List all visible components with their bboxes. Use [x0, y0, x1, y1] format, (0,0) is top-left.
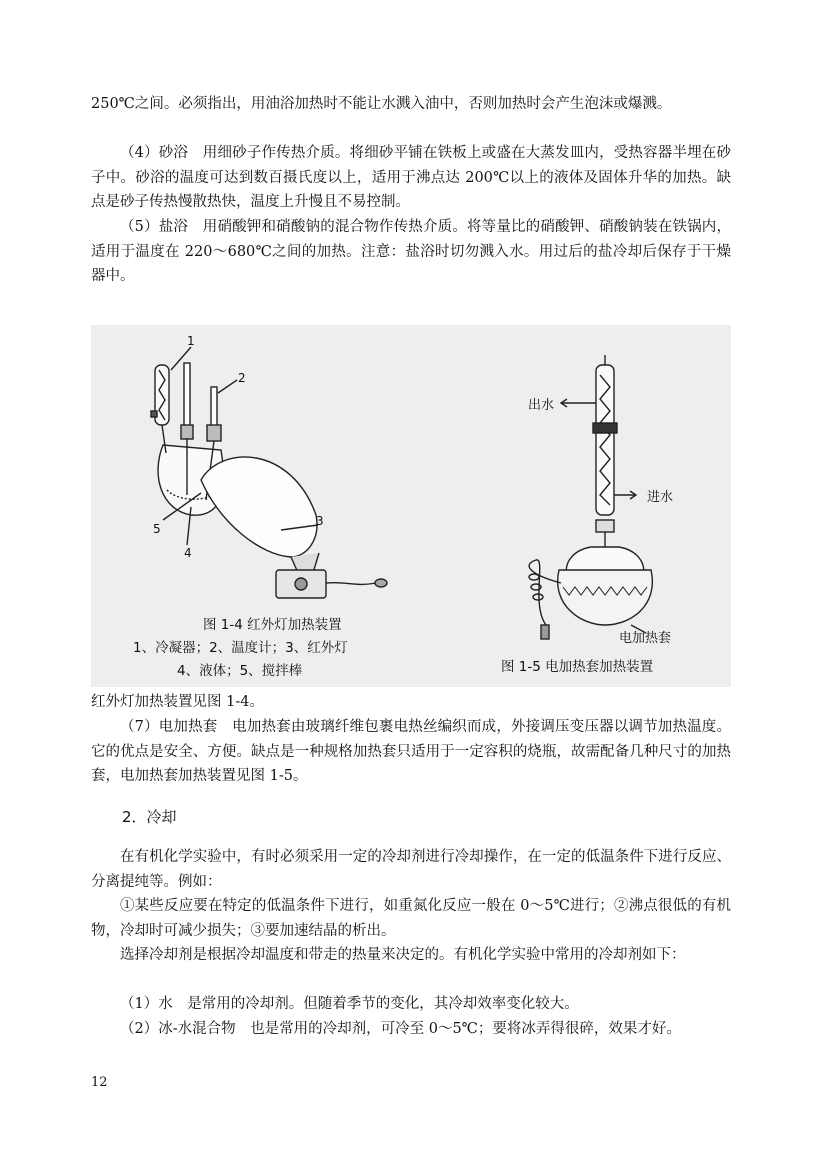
- paragraph-coolant-choice: 选择冷却剂是根据冷却温度和带走的热量来决定的。有机化学实验中常用的冷却剂如下：: [120, 947, 686, 963]
- thermometer-icon: [184, 363, 190, 431]
- paragraph-oil-bath-end: 250℃之间。必须指出，用油浴加热时不能让水溅入油中，否则加热时会产生泡沫或爆溅。: [91, 96, 672, 112]
- section-heading-cooling: 2．冷却: [122, 808, 177, 826]
- figure1-label-2: 2: [238, 371, 246, 385]
- water-out-label: 出水: [528, 398, 555, 413]
- page-number: 12: [91, 1075, 108, 1090]
- paragraph-figure-ref: 红外灯加热装置见图 1-4。: [91, 694, 264, 710]
- paragraph-salt-bath: （5）盐浴 用硝酸钾和硝酸钠的混合物作传热介质。将等量比的硝酸钾、硝酸钠装在铁锅内，适用于温度在 220～680℃之间的加热。注意：盐浴时切勿溅入水。用过后的盐冷却后保存于干燥器中。: [91, 219, 731, 284]
- heating-mantle-icon: [558, 570, 653, 625]
- water-in-label: 进水: [647, 490, 674, 505]
- figure1-label-5: 5: [153, 522, 161, 536]
- heating-mantle-label: 电加热套: [619, 631, 672, 646]
- figure1-legend-line2: 4、液体；5、搅拌棒: [177, 663, 303, 679]
- paragraph-heating-mantle: （7）电加热套 电加热套由玻璃纤维包裹电热丝编织而成，外接调压变压器以调节加热温度。它的优点是安全、方便。缺点是一种规格加热套只适用于一定容积的烧瓶，故需配备几种尺寸的加热套，电加热套加热装置见图 1-5。: [91, 719, 731, 784]
- paragraph-sand-bath: （4）砂浴 用细砂子作传热介质。将细砂平铺在铁板上或盛在大蒸发皿内，受热容器半埋在砂子中。砂浴的温度可达到数百摄氏度以上，适用于沸点达 200℃以上的液体及固体升华的加热。缺点是砂子传热慢散热快，温度上升慢且不易控制。: [91, 145, 731, 210]
- figure2-caption: 图 1-5 电加热套加热装置: [501, 659, 654, 675]
- paragraph-ice-water: （2）冰-水混合物 也是常用的冷却剂，可冷至 0～5℃；要将冰弄得很碎，效果才好。: [120, 1021, 681, 1037]
- figure-area: [91, 325, 731, 687]
- paragraph-cooling-intro: 在有机化学实验中，有时必须采用一定的冷却剂进行冷却操作，在一定的低温条件下进行反应、分离提纯等。例如：: [91, 849, 731, 890]
- paragraph-water: （1）水 是常用的冷却剂。但随着季节的变化，其冷却效率变化较大。: [120, 996, 579, 1012]
- figure1-label-3: 3: [316, 514, 324, 528]
- figure1-label-4: 4: [184, 546, 192, 560]
- figure1-label-1: 1: [187, 334, 195, 348]
- figure1-caption: 图 1-4 红外灯加热装置: [203, 617, 342, 633]
- infrared-lamp-icon: [201, 457, 317, 557]
- paragraph-cooling-reasons: ①某些反应要在特定的低温条件下进行，如重氮化反应一般在 0～5℃进行；②沸点很低的有机物，冷却时可减少损失；③要加速结晶的析出。: [91, 898, 731, 939]
- infrared-lamp-apparatus: [151, 347, 387, 598]
- figure1-legend-line1: 1、冷凝器；2、温度计；3、红外灯: [133, 640, 348, 656]
